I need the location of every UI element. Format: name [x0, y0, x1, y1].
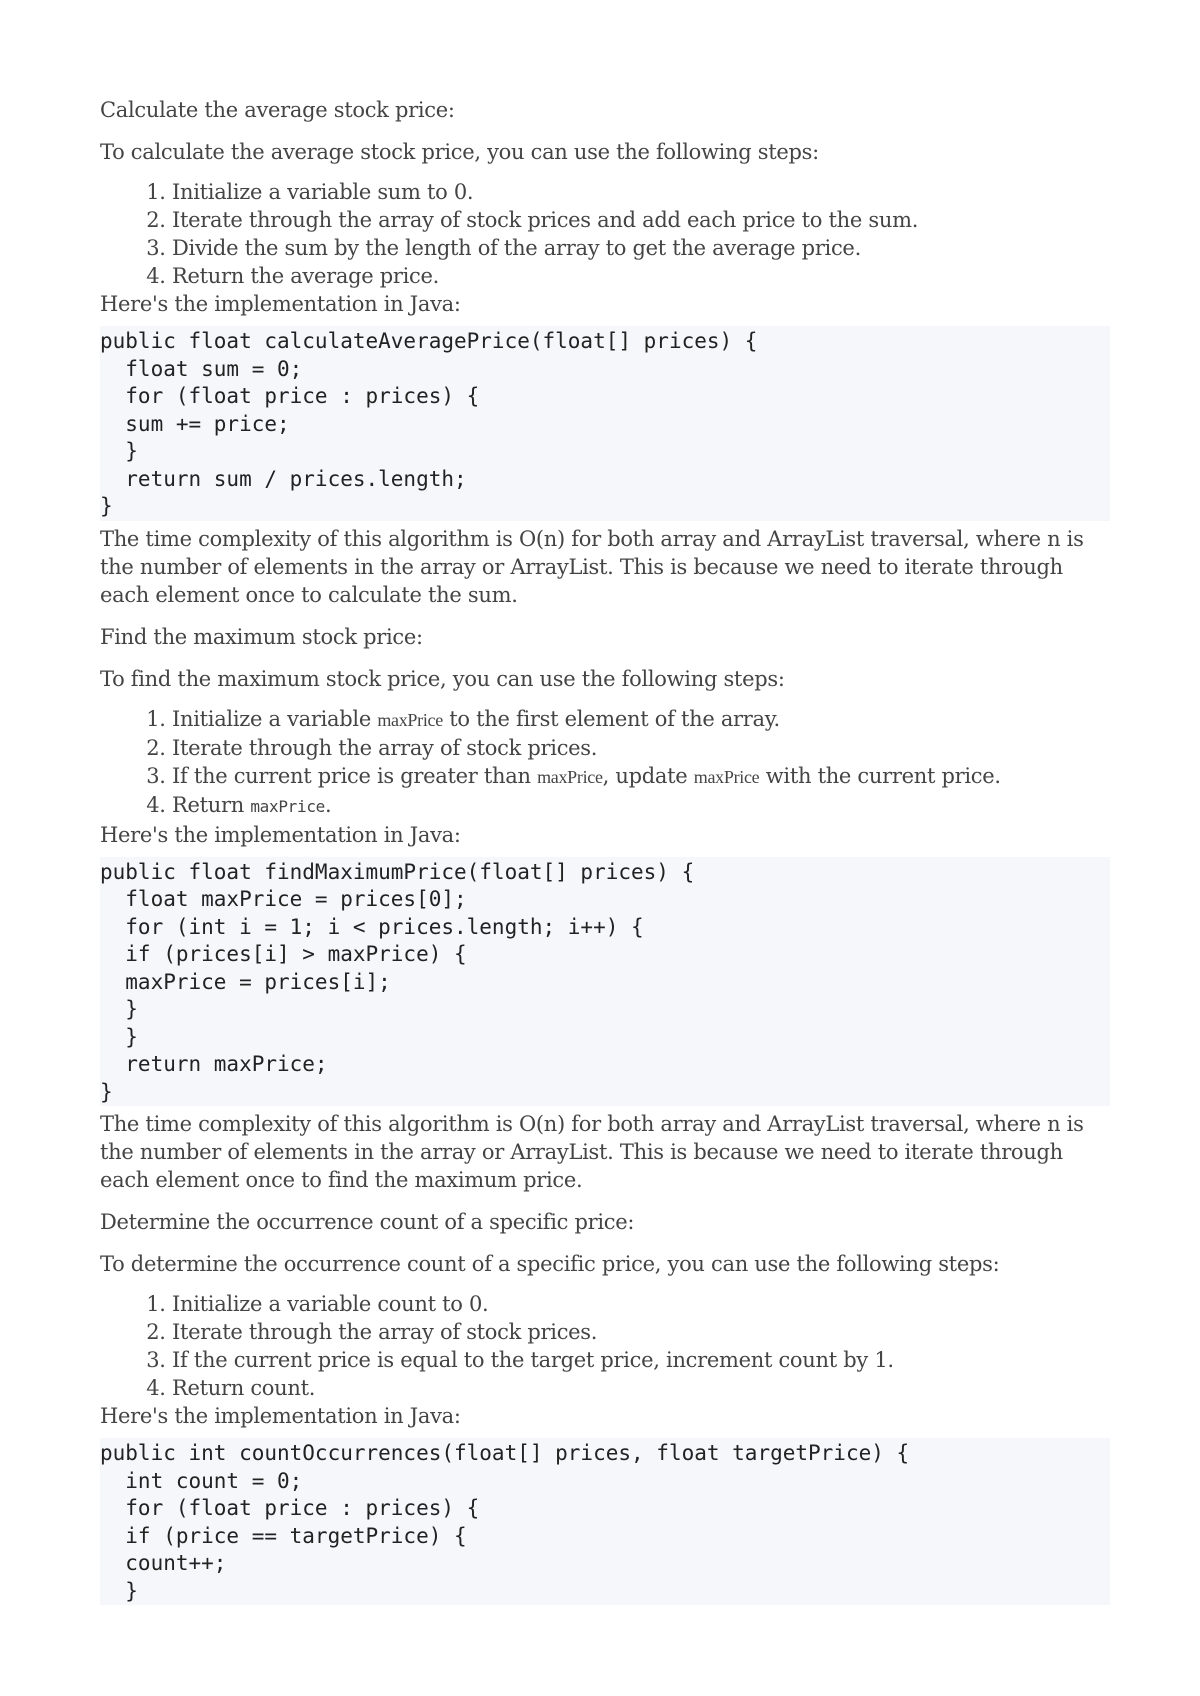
- section-intro: To determine the occurrence count of a specific price, you can use the following steps:: [100, 1252, 1000, 1276]
- section-heading: Determine the occurrence count of a specific price:: [100, 1210, 635, 1234]
- code-block: public int countOccurrences(float[] prices, float targetPrice) { int count = 0; for (float price : prices) { if (price == targetPrice) { count++; }: [100, 1438, 1110, 1605]
- step-item: 3. Divide the sum by the length of the array to get the average price.: [172, 234, 1110, 262]
- steps-list: [100, 178, 1110, 290]
- section-heading: Calculate the average stock price:: [100, 98, 455, 122]
- step-text: Initialize a variable: [172, 706, 378, 731]
- step-text: Return: [172, 792, 251, 817]
- complexity-note: The time complexity of this algorithm is O(n) for both array and ArrayList traversal, where n is the number of elements in the array or ArrayList. This is because we need to iterate through each element once to find the maximum price.: [100, 1112, 1084, 1192]
- inline-code: maxPrice: [693, 766, 760, 787]
- step-item: [172, 762, 1110, 791]
- steps-list: [100, 705, 1110, 821]
- section-average: [100, 96, 1110, 609]
- step-item: [172, 734, 1110, 762]
- step-item: 1. Initialize a variable sum to 0.: [172, 178, 1110, 206]
- step-item: 1. Initialize a variable count to 0.: [172, 1290, 1110, 1318]
- step-item: [172, 791, 1110, 821]
- step-item: [172, 705, 1110, 734]
- code-block: public float findMaximumPrice(float[] prices) { float maxPrice = prices[0]; for (int i = 1; i < prices.length; i++) { if (prices[i] > maxPrice) { maxPrice = prices[i]; } } return maxPrice; }: [100, 857, 1110, 1107]
- complexity-note: The time complexity of this algorithm is O(n) for both array and ArrayList traversal, where n is the number of elements in the array or ArrayList. This is because we need to iterate through each element once to calculate the sum.: [100, 526, 1084, 607]
- step-text: Iterate through the array of stock prices.: [172, 735, 598, 760]
- section-maximum: [100, 623, 1110, 1195]
- step-item: 4. Return the average price.: [172, 262, 1110, 290]
- implementation-label: Here's the implementation in Java:: [100, 292, 461, 316]
- step-text: to the first element of the array.: [442, 706, 780, 731]
- implementation-label: Here's the implementation in Java:: [100, 822, 461, 847]
- section-heading: Find the maximum stock price:: [100, 624, 423, 649]
- inline-code: maxPrice: [537, 766, 603, 787]
- step-text: .: [325, 792, 332, 817]
- step-text: , update: [602, 763, 694, 788]
- step-item: 4. Return count.: [172, 1374, 1110, 1402]
- section-intro: To find the maximum stock price, you can use the following steps:: [100, 666, 785, 691]
- inline-code: maxPrice: [377, 709, 443, 730]
- step-item: 3. If the current price is equal to the target price, increment count by 1.: [172, 1346, 1110, 1374]
- step-text: with the current price.: [759, 763, 1001, 788]
- step-text: If the current price is greater than: [172, 763, 538, 788]
- step-item: 2. Iterate through the array of stock prices and add each price to the sum.: [172, 206, 1110, 234]
- inline-code: maxPrice: [250, 796, 326, 816]
- step-item: 2. Iterate through the array of stock prices.: [172, 1318, 1110, 1346]
- implementation-label: Here's the implementation in Java:: [100, 1404, 461, 1428]
- section-occurrence: [100, 1208, 1110, 1605]
- code-block: public float calculateAveragePrice(float[] prices) { float sum = 0; for (float price : prices) { sum += price; } return sum / prices.length; }: [100, 326, 1110, 521]
- steps-list: [100, 1290, 1110, 1402]
- section-intro: To calculate the average stock price, you can use the following steps:: [100, 140, 819, 164]
- document-page: [100, 96, 1110, 1605]
